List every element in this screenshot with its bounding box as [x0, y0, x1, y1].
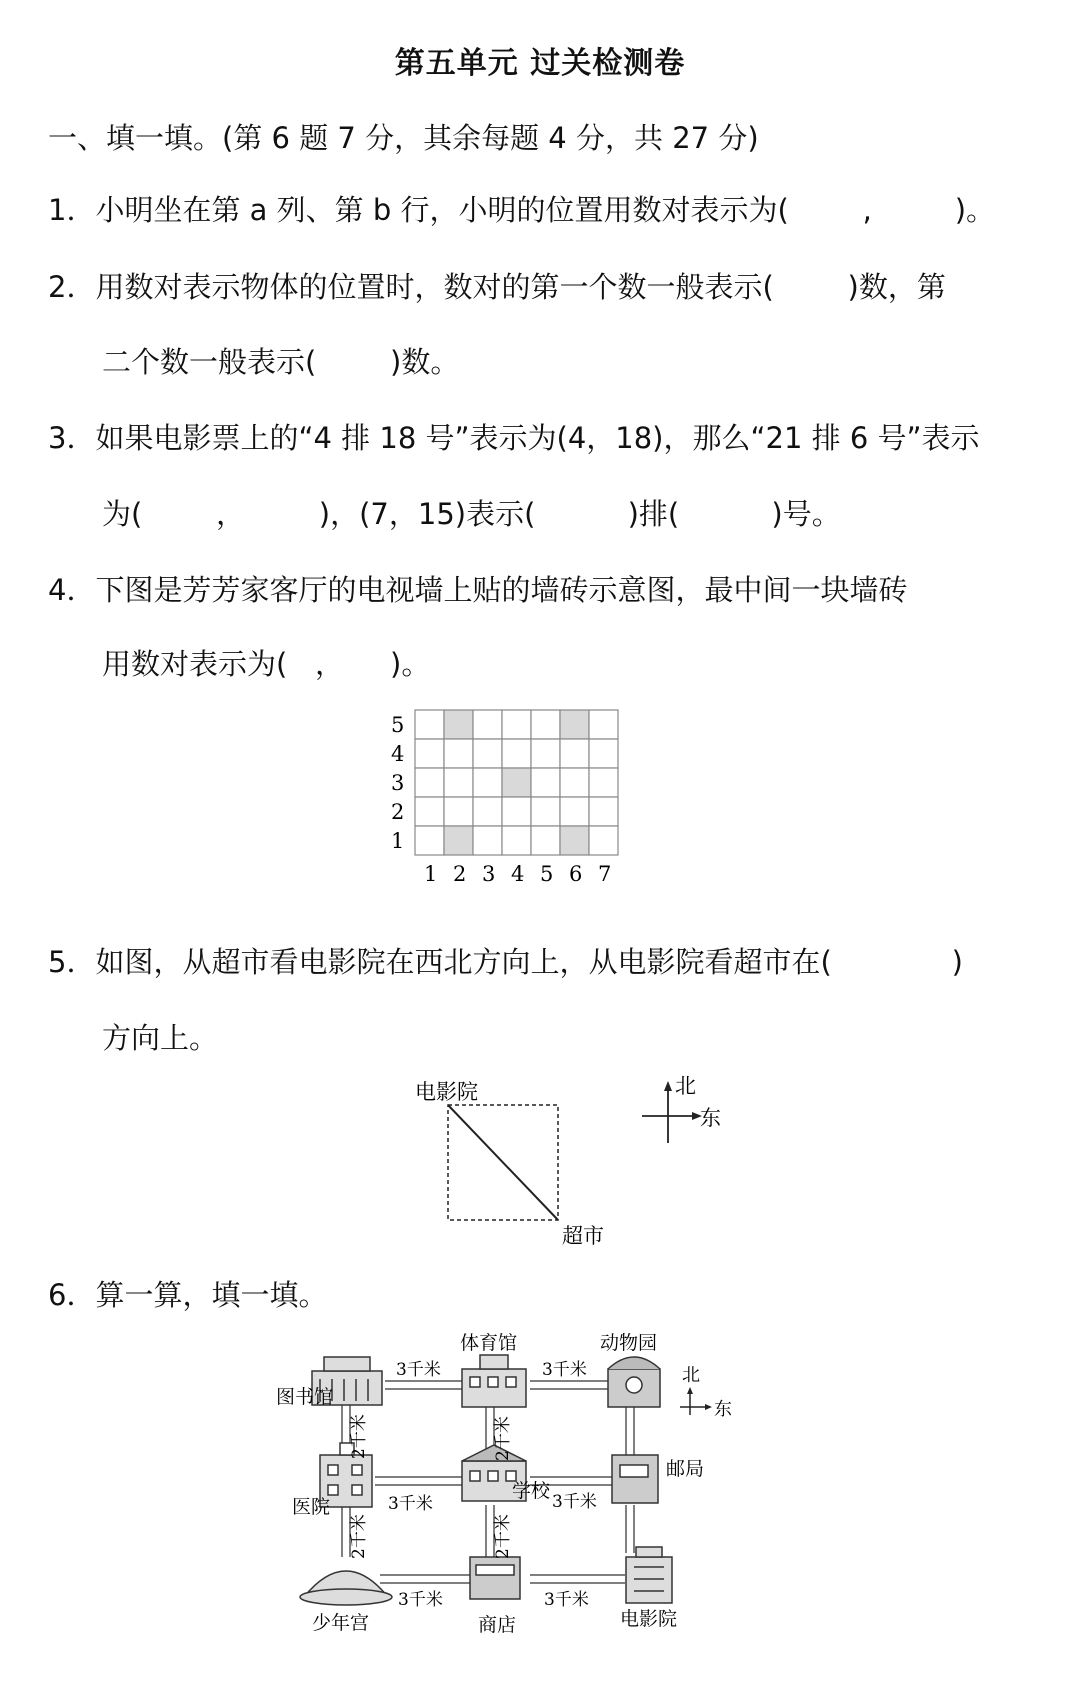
label-post: 邮局 [666, 1458, 705, 1480]
map-compass-north: 北 [682, 1365, 700, 1386]
grid-cell [444, 710, 473, 739]
label-hospital: 医院 [292, 1496, 331, 1518]
grid-cell [560, 797, 589, 826]
question-4-line-1: 4．下图是芳芳家客厅的电视墙上贴的墙砖示意图，最中间一块墙砖 [48, 573, 908, 607]
grid-cell [444, 768, 473, 797]
map-compass-icon [680, 1387, 712, 1415]
label-youth: 少年宫 [312, 1612, 370, 1634]
question-5-line-2: 方向上。 [102, 1021, 219, 1055]
grid-cell [473, 710, 502, 739]
grid-cell [531, 826, 560, 855]
grid-cell [560, 739, 589, 768]
grid-cell [415, 826, 444, 855]
grid-cell [473, 739, 502, 768]
grid-row-label: 1 [391, 829, 405, 853]
compass-north: 北 [675, 1074, 696, 1098]
grid-col-label: 7 [598, 862, 612, 886]
label-cinema: 电影院 [415, 1080, 478, 1104]
dist-shop-cinema: 3千米 [544, 1590, 589, 1610]
grid-cell [531, 739, 560, 768]
question-4-line-2: 用数对表示为( ， )。 [102, 647, 431, 681]
grid-cell [531, 768, 560, 797]
label-gym: 体育馆 [460, 1332, 518, 1354]
grid-row-label: 3 [391, 771, 405, 795]
shop-building-icon [470, 1557, 520, 1599]
grid-cell [415, 739, 444, 768]
grid-cell [502, 768, 531, 797]
grid-cell [415, 710, 444, 739]
grid-cell [560, 826, 589, 855]
grid-cell [589, 826, 618, 855]
grid-cell [473, 768, 502, 797]
grid-cell [444, 739, 473, 768]
label-library: 图书馆 [276, 1386, 334, 1408]
dist-school-shop: 2千米 [493, 1514, 513, 1559]
post-office-building-icon [612, 1455, 658, 1503]
grid-cell [502, 739, 531, 768]
grid-cell [444, 797, 473, 826]
grid-cell [444, 826, 473, 855]
grid-cell [415, 797, 444, 826]
grid-cell [415, 768, 444, 797]
grid-cell [502, 797, 531, 826]
question-3-line-2: 为( ， )，(7，15)表示( )排( )号。 [102, 497, 841, 531]
zoo-building-icon [608, 1357, 660, 1407]
dist-library-hospital: 2千米 [349, 1414, 369, 1459]
grid-cell [531, 797, 560, 826]
cinema-building-icon [626, 1547, 672, 1603]
question-3-line-1: 3．如果电影票上的“4 排 18 号”表示为(4，18)，那么“21 排 6 号”表示 [48, 421, 980, 455]
question-5-line-1: 5．如图，从超市看电影院在西北方向上，从电影院看超市在( ) [48, 945, 963, 979]
dist-hospital-school: 3千米 [388, 1494, 433, 1514]
direction-diagram [400, 1075, 760, 1255]
grid-cell [560, 710, 589, 739]
grid-cell [531, 710, 560, 739]
grid-cell [502, 710, 531, 739]
dist-youth-shop: 3千米 [398, 1590, 443, 1610]
gym-building-icon [462, 1355, 526, 1407]
dist-library-gym: 3千米 [396, 1360, 441, 1380]
grid-col-label: 3 [482, 862, 496, 886]
grid-cell [589, 710, 618, 739]
grid-col-label: 1 [424, 862, 438, 886]
diagonal-line [448, 1105, 558, 1220]
grid-cell [589, 797, 618, 826]
grid-col-label: 2 [453, 862, 467, 886]
question-6: 6．算一算，填一填。 [48, 1278, 328, 1312]
label-school: 学校 [512, 1480, 551, 1502]
tile-grid-diagram [391, 710, 685, 920]
question-1: 1．小明坐在第 a 列、第 b 行，小明的位置用数对表示为( , )。 [48, 193, 996, 227]
label-shop: 商店 [478, 1614, 517, 1636]
grid-cell [473, 826, 502, 855]
grid-row-label: 5 [391, 713, 405, 737]
dist-gym-school: 2千米 [493, 1416, 513, 1461]
grid-cell [502, 826, 531, 855]
grid-cell [589, 768, 618, 797]
question-2-line-1: 2．用数对表示物体的位置时，数对的第一个数一般表示( )数，第 [48, 270, 946, 304]
map-compass-east: 东 [714, 1399, 732, 1420]
grid-row-label: 2 [391, 800, 405, 824]
grid-row-label: 4 [391, 742, 405, 766]
grid-cell [560, 768, 589, 797]
youth-palace-building-icon [300, 1571, 392, 1605]
question-2-line-2: 二个数一般表示( )数。 [102, 345, 460, 379]
section-heading: 一、填一填。(第 6 题 7 分，其余每题 4 分，共 27 分) [48, 121, 759, 155]
grid-col-label: 5 [540, 862, 554, 886]
grid-cell [589, 739, 618, 768]
label-cinema: 电影院 [620, 1608, 678, 1630]
dist-gym-zoo: 3千米 [542, 1360, 587, 1380]
dist-school-post: 3千米 [552, 1492, 597, 1512]
dist-hospital-youth: 2千米 [349, 1514, 369, 1559]
city-map-diagram [276, 1332, 810, 1665]
label-zoo: 动物园 [600, 1332, 658, 1354]
compass-east: 东 [700, 1106, 721, 1130]
grid-col-label: 6 [569, 862, 583, 886]
grid-cell [473, 797, 502, 826]
label-market: 超市 [562, 1224, 604, 1248]
page-title: 第五单元 过关检测卷 [394, 46, 686, 81]
grid-col-label: 4 [511, 862, 525, 886]
